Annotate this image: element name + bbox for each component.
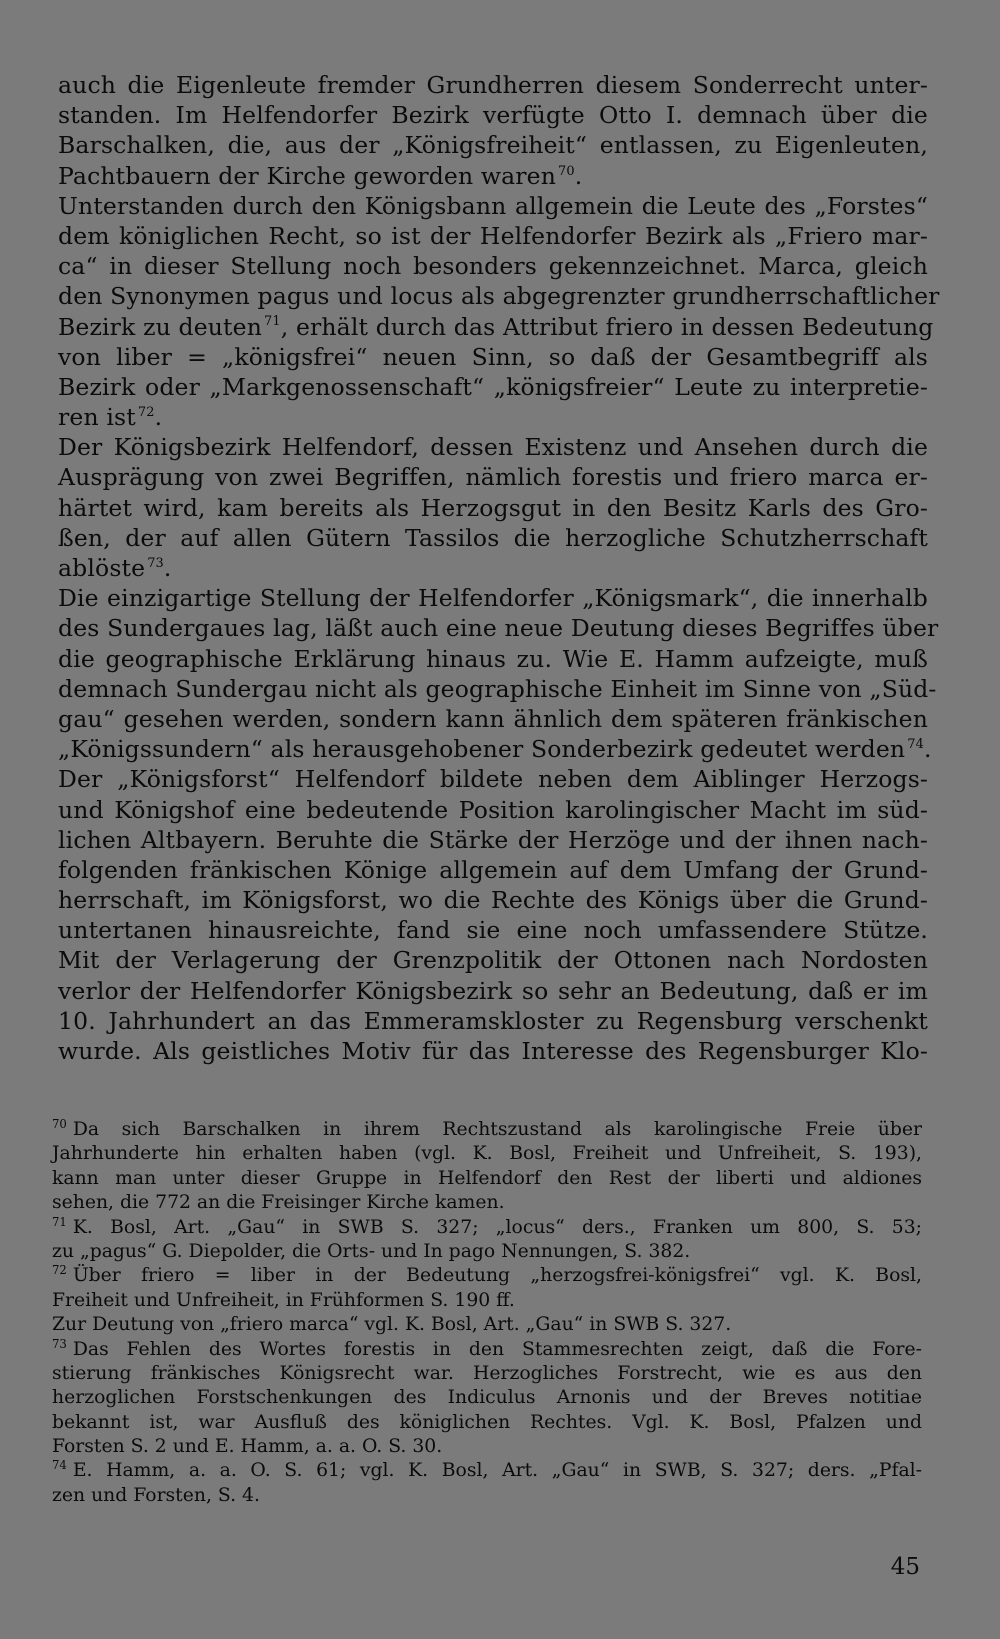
page-number: 45 [890, 1554, 920, 1580]
body-line [58, 100, 928, 130]
line-text-continued: , erhält durch das Attribut friero in dessen Bedeutung [280, 312, 934, 341]
footnote-marker: 74 [52, 1458, 67, 1473]
line-text: bekannt ist, war Ausfluß des königlichen Rechtes. Vgl. K. Bosl, Pfalzen und [52, 1411, 922, 1433]
line-text: herrschaft, im Königsforst, wo die Rechte des Königs über die Grund- [58, 886, 928, 915]
line-text: standen. Im Helfendorfer Bezirk verfügte Otto I. demnach über die [58, 101, 928, 130]
body-line [58, 251, 928, 281]
footnote-line [52, 1191, 922, 1215]
footnote-line [52, 1362, 922, 1386]
line-text: ca“ in dieser Stellung noch besonders gekennzeichnet. Marca, gleich [58, 252, 928, 281]
body-line [58, 493, 928, 523]
footnote-line [52, 1459, 922, 1483]
body-line [58, 1036, 928, 1066]
footnote-line [52, 1484, 922, 1508]
body-line [58, 885, 928, 915]
body-line [58, 583, 928, 613]
body-line [58, 191, 928, 221]
line-text: Ausprägung von zwei Begriffen, nämlich forestis und friero marca er- [58, 463, 928, 492]
line-text: lichen Altbayern. Beruhte die Stärke der Herzöge und der ihnen nach- [58, 825, 928, 854]
footnote-line [52, 1216, 922, 1240]
body-line [58, 704, 928, 734]
body-line [58, 462, 928, 492]
line-text: Freiheit und Unfreiheit, in Frühformen S. 190 ff. [52, 1289, 515, 1311]
line-text: Jahrhunderte hin erhalten haben (vgl. K. Bosl, Freiheit und Unfreiheit, S. 193), [52, 1143, 922, 1165]
body-line [58, 674, 937, 704]
footnote-line [52, 1411, 922, 1435]
line-text-continued: . [574, 161, 583, 190]
footnote-line [52, 1435, 922, 1459]
line-text: Bezirk zu deuten [58, 312, 262, 341]
footnote-line [52, 1313, 922, 1337]
body-line [58, 976, 928, 1006]
footnote-line [52, 1118, 922, 1142]
body-line [58, 432, 928, 462]
line-text: Barschalken, die, aus der „Königsfreiheit“ entlassen, zu Eigenleuten, [58, 131, 928, 160]
footnote-line [52, 1240, 922, 1264]
line-text: den Synonymen pagus und locus als abgegrenzter grundherrschaftlicher [58, 282, 940, 311]
body-line [58, 221, 928, 251]
line-text: Mit der Verlagerung der Grenzpolitik der Ottonen nach Nordosten [58, 946, 928, 975]
body-line [58, 70, 928, 100]
footnote-line [52, 1264, 922, 1288]
line-text: folgenden fränkischen Könige allgemein auf dem Umfang der Grund- [58, 855, 928, 884]
footnote-line [52, 1338, 922, 1362]
body-line [58, 312, 934, 342]
body-line [58, 915, 928, 945]
footnote-line [52, 1167, 922, 1191]
line-text: stierung fränkisches Königsrecht war. Herzogliches Forstrecht, wie es aus den [52, 1362, 922, 1384]
footnote-line [52, 1289, 922, 1313]
line-text: untertanen hinausreichte, fand sie eine noch umfassendere Stütze. [58, 916, 928, 945]
footnote-line [52, 1142, 922, 1166]
line-text: härtet wird, kam bereits als Herzogsgut in den Besitz Karls des Gro- [58, 493, 928, 522]
body-line [58, 372, 928, 402]
footnote-marker: 73 [52, 1336, 67, 1351]
body-line [58, 855, 928, 885]
line-text: herzoglichen Forstschenkungen des Indiculus Arnonis und der Breves notitiae [52, 1387, 922, 1409]
body-line [58, 825, 928, 855]
line-text: zu „pagus“ G. Diepolder, die Orts- und In pago Nennungen, S. 382. [52, 1240, 691, 1262]
body-line [58, 281, 940, 311]
line-text: dem königlichen Recht, so ist der Helfendorfer Bezirk als „Friero mar- [58, 221, 928, 250]
line-text: des Sundergaues lag, läßt auch eine neue Deutung dieses Begriffes über [58, 614, 939, 643]
line-text-continued: . [154, 403, 163, 432]
line-text-continued: . [923, 735, 932, 764]
footnote-text: K. Bosl, Art. „Gau“ in SWB S. 327; „locus“ ders., Franken um 800, S. 53; [72, 1216, 922, 1238]
line-text: ren ist [58, 403, 136, 432]
body-line [58, 523, 928, 553]
line-text: ßen, der auf allen Gütern Tassilos die herzogliche Schutzherrschaft [58, 523, 928, 552]
footnote-marker: 70 [52, 1117, 67, 1132]
line-text: ablöste [58, 554, 146, 582]
line-text: auch die Eigenleute fremder Grundherren diesem Sonderrecht unter- [58, 71, 928, 99]
line-text: 10. Jahrhundert an das Emmeramskloster zu Regensburg verschenkt [58, 1006, 928, 1035]
footnote-reference: 74 [907, 737, 924, 753]
line-text: Bezirk oder „Markgenossenschaft“ „königsfreier“ Leute zu interpretie- [58, 372, 928, 401]
footnotes [52, 1118, 922, 1508]
body-line [58, 764, 928, 794]
line-text: Der Königsbezirk Helfendorf, dessen Existenz und Ansehen durch die [58, 433, 928, 462]
line-text: Die einzigartige Stellung der Helfendorfer „Königsmark“, die innerhalb [58, 584, 928, 613]
body-line [58, 945, 928, 975]
footnote-text: Das Fehlen des Wortes forestis in den Stammesrechten zeigt, daß die Fore- [72, 1338, 922, 1360]
footnote-reference: 70 [558, 163, 575, 179]
footnote-text: Über friero = liber in der Bedeutung „herzogsfrei-königsfrei“ vgl. K. Bosl, [72, 1265, 922, 1287]
footnote-text: Da sich Barschalken in ihrem Rechtszustand als karolingische Freie über [72, 1119, 922, 1140]
footnote-marker: 71 [52, 1214, 67, 1229]
body-line [58, 161, 928, 191]
line-text: Unterstanden durch den Königsbann allgemein die Leute des „Forstes“ [58, 191, 928, 220]
line-text: und Königshof eine bedeutende Position karolingischer Macht im süd- [58, 795, 928, 824]
body-line [58, 402, 928, 432]
line-text: „Königssundern“ als herausgehobener Sonderbezirk gedeutet werden [58, 735, 906, 764]
body-line [58, 644, 928, 674]
body-line [58, 613, 939, 643]
footnote-reference: 72 [137, 405, 155, 421]
line-text: zen und Forsten, S. 4. [52, 1484, 260, 1506]
line-text: verlor der Helfendorfer Königsbezirk so sehr an Bedeutung, daß er im [58, 976, 928, 1005]
body-line [58, 795, 928, 825]
line-text: demnach Sundergau nicht als geographische Einheit im Sinne von „Süd- [58, 674, 937, 703]
body-text [58, 70, 940, 1066]
footnote-line [52, 1386, 922, 1410]
body-line [58, 734, 932, 764]
line-text: die geographische Erklärung hinaus zu. Wie E. Hamm aufzeigte, muß [58, 644, 928, 673]
line-text-continued: . [163, 554, 172, 582]
body-line [58, 1006, 928, 1036]
line-text: gau“ gesehen werden, sondern kann ähnlich dem späteren fränkischen [58, 704, 928, 733]
body-line [58, 342, 928, 372]
footnote-reference: 71 [263, 314, 281, 330]
line-text: Forsten S. 2 und E. Hamm, a. a. O. S. 30. [52, 1436, 443, 1458]
line-text: sehen, die 772 an die Freisinger Kirche kamen. [52, 1192, 505, 1214]
line-text: kann man unter dieser Gruppe in Helfendorf den Rest der liberti und aldiones [52, 1167, 922, 1189]
line-text: Zur Deutung von „friero marca“ vgl. K. Bosl, Art. „Gau“ in SWB S. 327. [52, 1314, 732, 1336]
line-text: wurde. Als geistliches Motiv für das Interesse des Regensburger Klo- [58, 1037, 928, 1065]
line-text: von liber = „königsfrei“ neuen Sinn, so daß der Gesamtbegriff als [58, 342, 928, 371]
footnote-marker: 72 [52, 1263, 67, 1278]
line-text: Pachtbauern der Kirche geworden waren [58, 161, 557, 190]
footnote-text: E. Hamm, a. a. O. S. 61; vgl. K. Bosl, Art. „Gau“ in SWB, S. 327; ders. „Pfal- [72, 1460, 922, 1482]
line-text: Der „Königsforst“ Helfendorf bildete neben dem Aiblinger Herzogs- [58, 765, 928, 794]
body-line [58, 553, 928, 583]
footnote-reference: 73 [147, 555, 164, 571]
body-line [58, 130, 928, 160]
